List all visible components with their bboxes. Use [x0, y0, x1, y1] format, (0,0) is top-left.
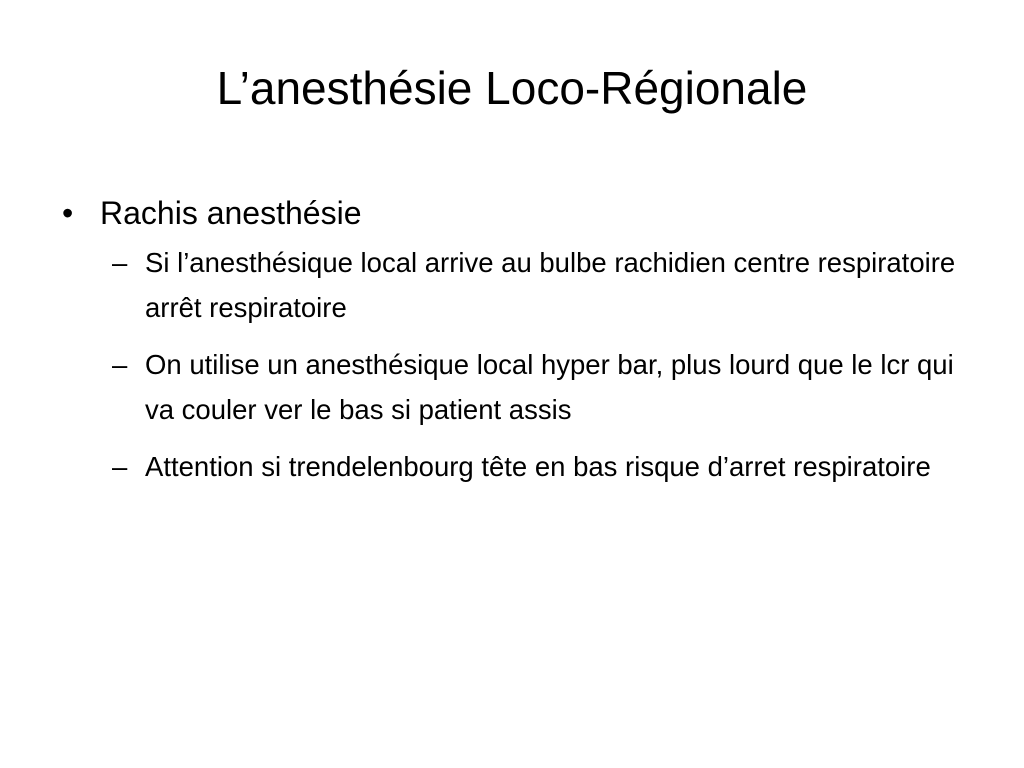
slide-title: L’anesthésie Loco-Régionale: [216, 62, 808, 114]
bullet-text: Rachis anesthésie: [100, 195, 362, 231]
sub-bullet-item: [62, 240, 962, 330]
sub-bullet-text: Si l’anesthésique local arrive au bulbe rachidien centre respiratoire arrêt respiratoire: [145, 247, 956, 323]
bullet-item: [62, 190, 962, 236]
sub-bullet-text: Attention si trendelenbourg tête en bas risque d’arret respiratoire: [145, 451, 931, 482]
slide-content: [62, 190, 962, 501]
dash-marker: –: [112, 451, 128, 482]
sub-bullet-text: On utilise un anesthésique local hyper bar, plus lourd que le lcr qui va couler ver le bas si patient assis: [145, 349, 954, 425]
bullet-marker: •: [62, 195, 74, 231]
sub-bullet-item: [62, 444, 962, 489]
sub-bullet-list: [62, 240, 962, 489]
dash-marker: –: [112, 349, 128, 380]
dash-marker: –: [112, 247, 128, 278]
sub-bullet-item: [62, 342, 962, 432]
